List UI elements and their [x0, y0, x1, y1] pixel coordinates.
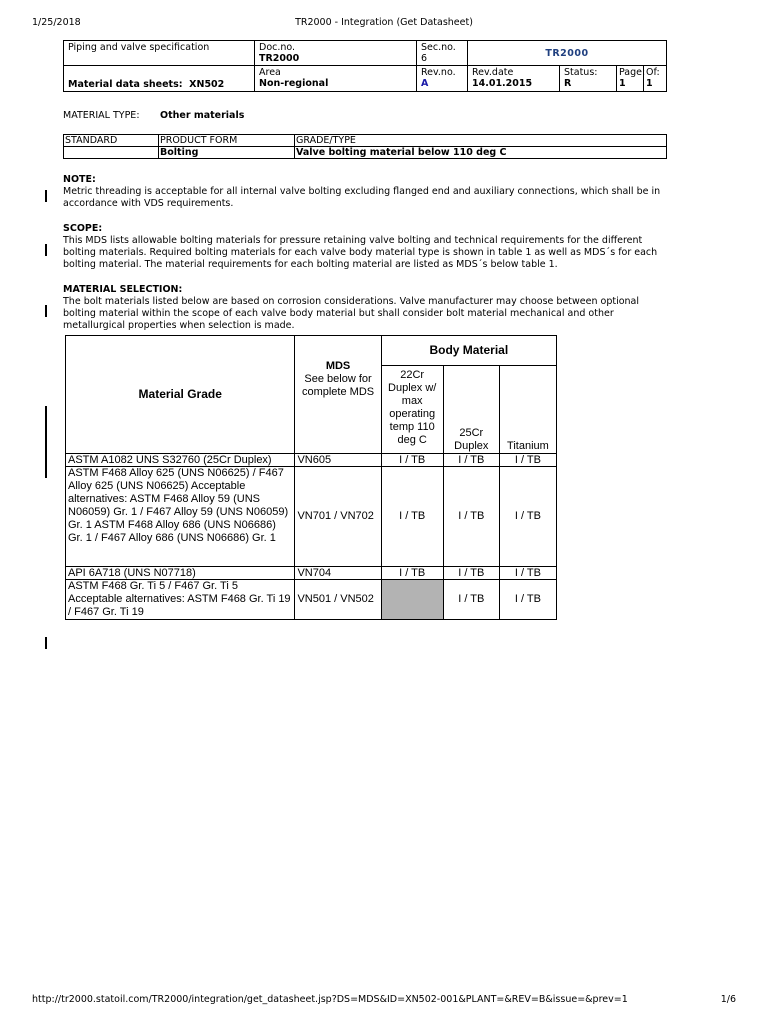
table-row — [66, 567, 557, 580]
scope-text: This MDS lists allowable bolting materials for pressure retaining valve bolting and technical requirements for the different bolting materials. Required bolting materials for each valve body material type is shown in table 1 as well as MDS´s for each bolting material. The material requirements for each bolting material are listed as MDS´s below table 1. — [63, 235, 658, 270]
row-25cr: I / TB — [443, 467, 499, 567]
material-table — [65, 335, 557, 620]
change-bar — [45, 190, 47, 202]
of-cell — [644, 66, 667, 92]
row-grade: API 6A718 (UNS N07718) — [66, 567, 295, 580]
material-type-label: MATERIAL TYPE: — [63, 110, 140, 121]
row-grade: ASTM F468 Gr. Ti 5 / F467 Gr. Ti 5 Acceptable alternatives: ASTM F468 Gr. Ti 19 / F467 Gr. Ti 19 — [66, 580, 295, 620]
row-mds: VN704 — [295, 567, 381, 580]
area-label: Area — [259, 67, 281, 78]
revno-value: A — [421, 78, 429, 89]
area-value: Non-regional — [259, 78, 329, 89]
row-25cr: I / TB — [443, 580, 499, 620]
standard-value — [64, 147, 159, 159]
document-header-table — [63, 40, 667, 92]
row-titanium: I / TB — [499, 467, 556, 567]
of-value: 1 — [646, 78, 653, 89]
secno-cell — [417, 41, 468, 66]
print-date: 1/25/2018 — [32, 17, 81, 28]
area-cell — [255, 66, 417, 92]
row-titanium: I / TB — [499, 454, 556, 467]
tr2000-logo: TR2000 — [468, 41, 667, 66]
row-titanium: I / TB — [499, 567, 556, 580]
scope-heading: SCOPE: — [63, 223, 103, 234]
selection-heading: MATERIAL SELECTION: — [63, 284, 183, 295]
material-type-value: Other materials — [160, 110, 245, 121]
spec-label: Piping and valve specification — [64, 41, 255, 66]
revdate-label: Rev.date — [472, 67, 514, 78]
mds-cell — [64, 66, 255, 92]
header-standard: STANDARD — [64, 135, 159, 147]
row-mds: VN701 / VN702 — [295, 467, 381, 567]
change-bar — [45, 637, 47, 649]
note-section — [63, 174, 666, 210]
product-form-value: Bolting — [159, 147, 295, 159]
print-url: http://tr2000.statoil.com/TR2000/integration/get_datasheet.jsp?DS=MDS&ID=XN502-001&PLANT=&REV=B&issue=&prev=1 — [32, 994, 628, 1005]
secno-label: Sec.no. — [421, 42, 456, 53]
revdate-cell — [468, 66, 560, 92]
row-grade: ASTM A1082 UNS S32760 (25Cr Duplex) — [66, 454, 295, 467]
docno-cell — [255, 41, 417, 66]
print-page-number: 1/6 — [720, 994, 736, 1005]
col-mds: MDS — [325, 360, 351, 372]
note-text: Metric threading is acceptable for all internal valve bolting excluding flanged end and auxiliary connections, which shall be in accordance with VDS requirements. — [63, 186, 661, 209]
of-label: Of: — [646, 67, 660, 78]
change-bar — [45, 406, 47, 478]
col-25cr: 25Cr Duplex — [443, 366, 499, 454]
col-mds-cell — [295, 336, 381, 454]
row-25cr: I / TB — [443, 454, 499, 467]
row-25cr: I / TB — [443, 567, 499, 580]
col-mds-sub: See below for complete MDS — [301, 373, 375, 398]
docno-value: TR2000 — [259, 53, 300, 64]
selection-section — [63, 284, 666, 332]
page-label: Page: — [619, 67, 646, 78]
note-heading: NOTE: — [63, 174, 96, 185]
table-row — [66, 580, 557, 620]
secno-value: 6 — [421, 53, 428, 64]
revno-label: Rev.no. — [421, 67, 456, 78]
col-material-grade: Material Grade — [66, 336, 295, 454]
change-bar — [45, 305, 47, 317]
selection-text: The bolt materials listed below are based on corrosion considerations. Valve manufacturer may choose between optional bolting material within the scope of each valve body material but shall consider bolt material mechanical and other metallurgical properties when selection is made. — [63, 296, 640, 331]
col-22cr: 22Cr Duplex w/ max operating temp 110 deg C — [381, 366, 443, 454]
row-mds: VN501 / VN502 — [295, 580, 381, 620]
docno-label: Doc.no. — [259, 42, 296, 53]
header-grade-type: GRADE/TYPE — [295, 135, 667, 147]
mds-label: Material data sheets: — [68, 79, 183, 90]
body-material-header: Body Material — [381, 336, 556, 366]
row-22cr: I / TB — [381, 454, 443, 467]
page-value: 1 — [619, 78, 626, 89]
change-bar — [45, 244, 47, 256]
row-22cr — [381, 580, 443, 620]
product-table — [63, 134, 667, 159]
status-label: Status: — [564, 67, 598, 78]
row-titanium: I / TB — [499, 580, 556, 620]
row-mds: VN605 — [295, 454, 381, 467]
header-product-form: PRODUCT FORM — [159, 135, 295, 147]
row-grade: ASTM F468 Alloy 625 (UNS N06625) / F467 Alloy 625 (UNS N06625) Acceptable alternatives: ASTM F468 Alloy 59 (UNS N06059) Gr. 1 / F467 Alloy 59 (UNS N06059) Gr. 1 ASTM F468 Alloy 686 (UNS N06686) Gr. 1 / F467 Alloy 686 (UNS N06686) Gr. 1 — [66, 467, 295, 567]
mds-value: XN502 — [189, 79, 225, 90]
status-cell — [560, 66, 617, 92]
grade-type-value: Valve bolting material below 110 deg C — [295, 147, 667, 159]
scope-section — [63, 223, 666, 271]
table-row — [66, 467, 557, 567]
revdate-value: 14.01.2015 — [472, 78, 533, 89]
row-22cr: I / TB — [381, 567, 443, 580]
revno-cell — [417, 66, 468, 92]
print-title: TR2000 - Integration (Get Datasheet) — [295, 17, 473, 28]
row-22cr: I / TB — [381, 467, 443, 567]
col-titanium: Titanium — [499, 366, 556, 454]
table-row — [66, 454, 557, 467]
page-cell — [617, 66, 644, 92]
status-value: R — [564, 78, 572, 89]
